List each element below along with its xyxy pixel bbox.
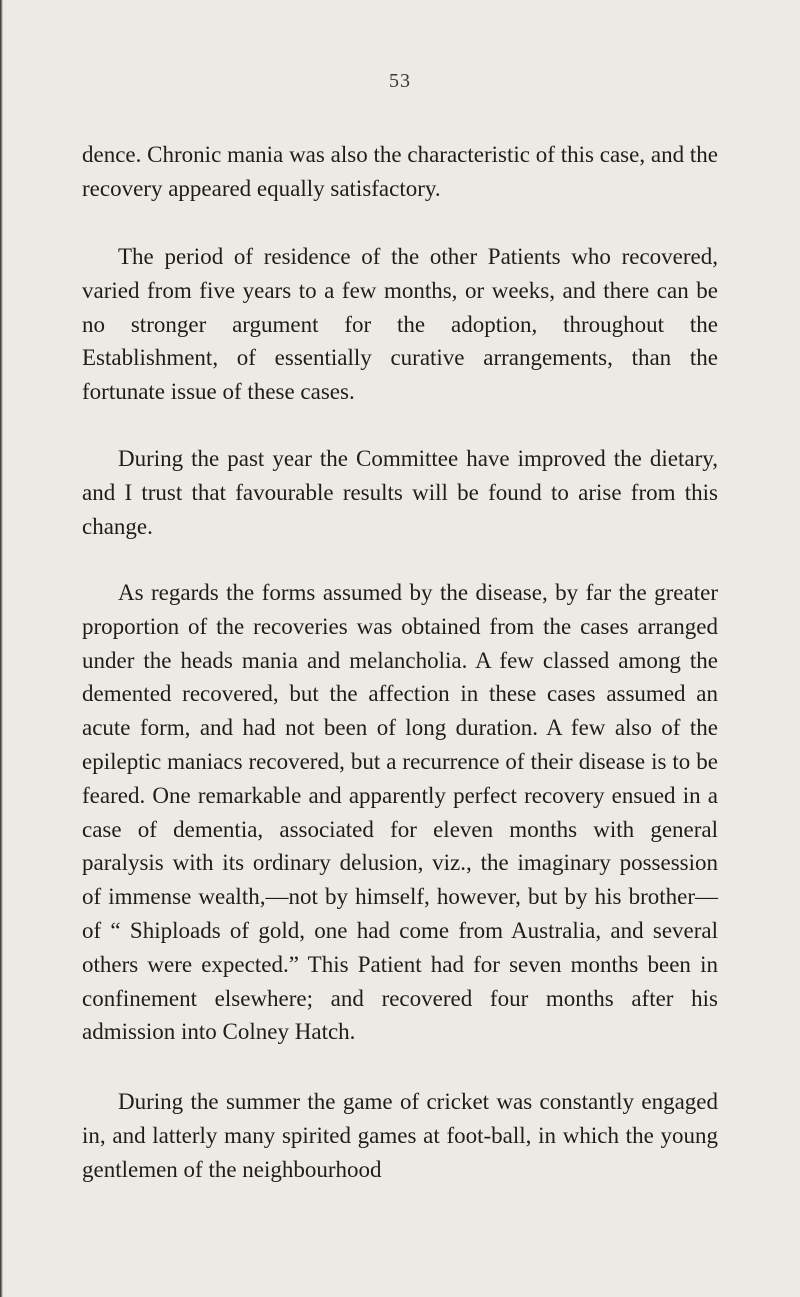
page-edge-shadow: [0, 0, 3, 1297]
paragraph-3: [82, 442, 718, 543]
paragraph-5: [82, 1085, 718, 1186]
paragraph-text: The period of residence of the other Patients who recovered, varied from five years to a few months, or weeks, and there can be no stronger argument for the adoption, throughout the Establishment, of essentially curative arrangements, than the fortunate issue of these cases.: [82, 244, 718, 405]
paragraph-1: [82, 138, 718, 206]
paragraph-text: As regards the forms assumed by the disease, by far the greater proportion of the recoveries was obtained from the cases arranged under the heads mania and melancholia. A few classed among the demented recovered, but the affection in these cases assumed an acute form, and had not been of long duration. A few also of the epileptic maniacs recovered, but a recurrence of their disease is to be feared. One remarkable and apparently perfect recovery ensued in a case of dementia, associated for eleven months with general paralysis with its ordinary delusion, viz., the imaginary possession of immense wealth,—not by himself, however, but by his brother—of “ Shiploads of gold, one had come from Australia, and several others were expected.” This Patient had for seven months been in confinement elsewhere; and recovered four months after his admission into Colney Hatch.: [82, 580, 718, 1045]
paragraph-text: During the past year the Committee have improved the dietary, and I trust that favourable results will be found to arise from this change.: [82, 446, 718, 539]
paragraph-4: [82, 576, 718, 1049]
paragraph-text: During the summer the game of cricket was constantly engaged in, and latterly many spirited games at foot-ball, in which the young gentlemen of the neighbourhood: [82, 1089, 718, 1182]
paragraph-2: [82, 240, 718, 409]
page-number: 53: [389, 70, 411, 92]
paragraph-text: dence. Chronic mania was also the characteristic of this case, and the recovery appeared equally satisfactory.: [82, 142, 718, 201]
